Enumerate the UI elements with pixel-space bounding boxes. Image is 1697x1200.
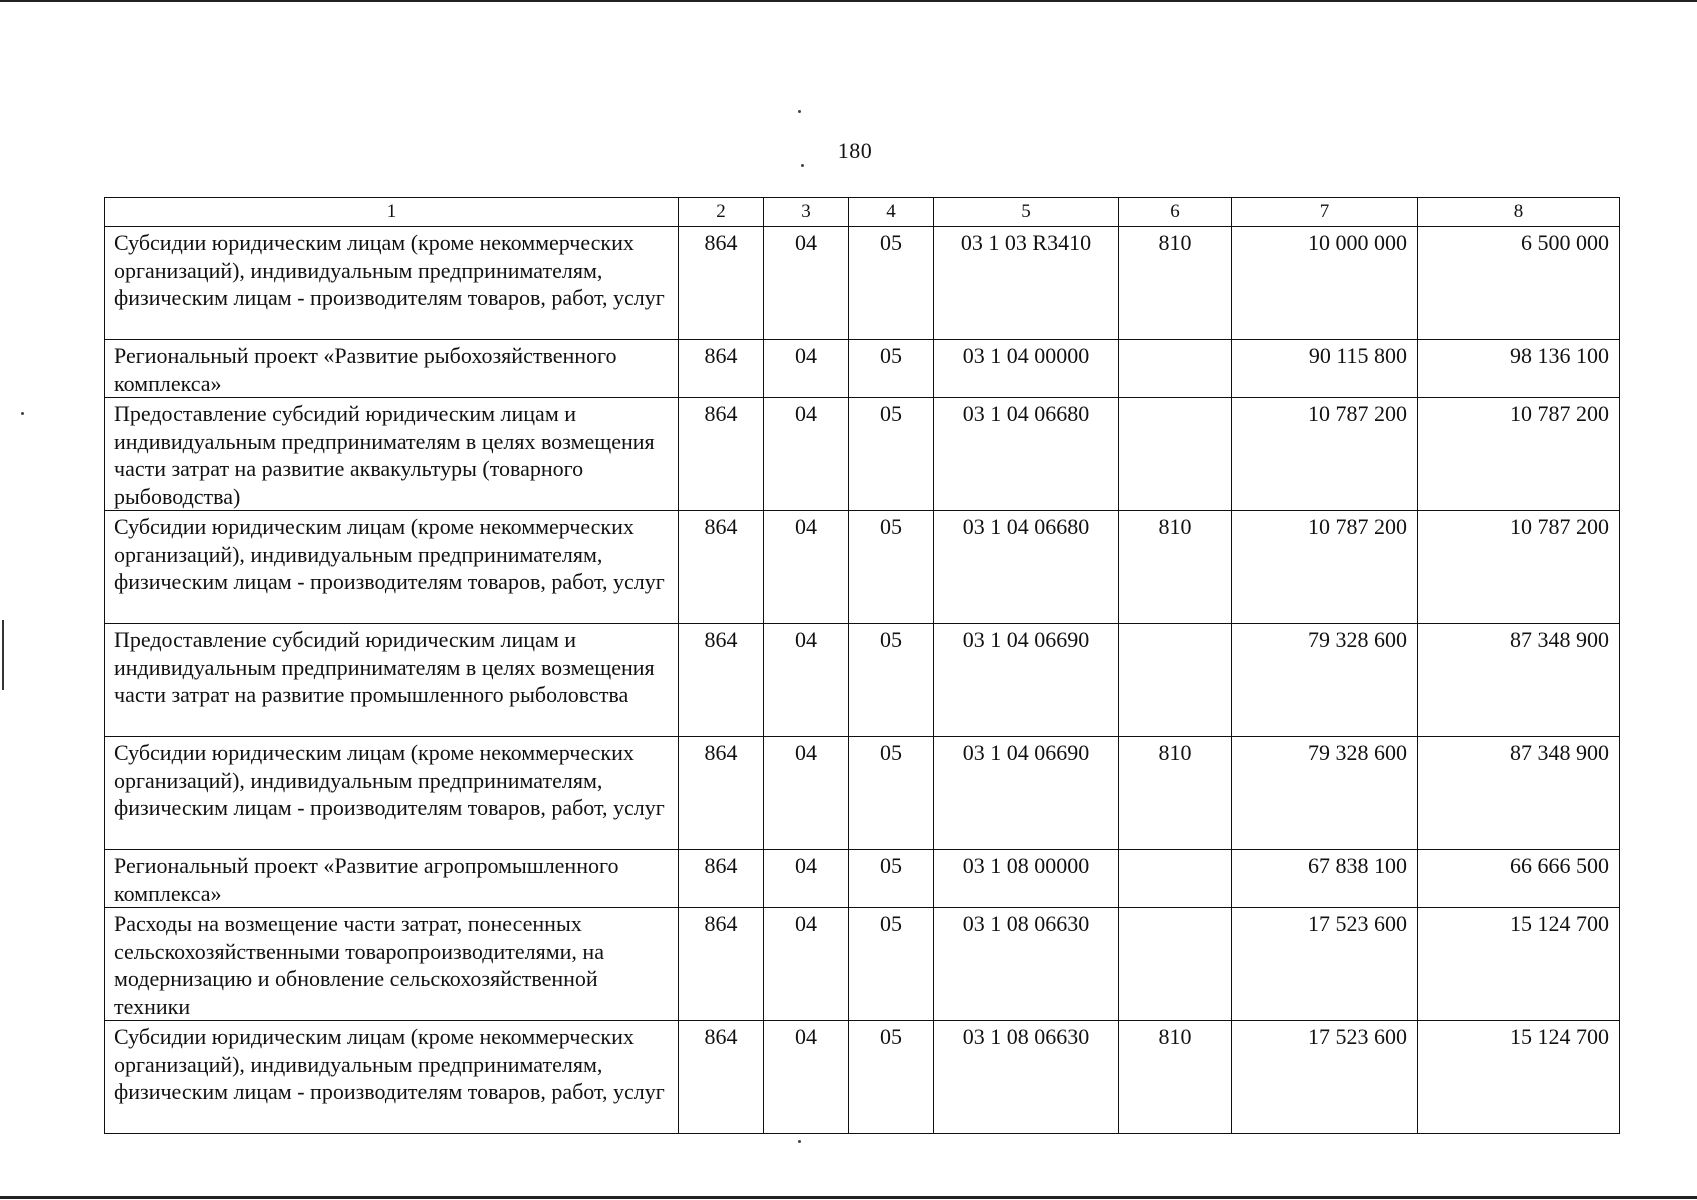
section-code-cell: 04 [764,737,849,850]
amount-col8-cell: 87 348 900 [1418,737,1620,850]
amount-col8-cell: 10 787 200 [1418,398,1620,511]
page-number: 180 [837,138,873,163]
column-header: 6 [1119,198,1232,227]
target-article-cell: 03 1 04 00000 [934,340,1119,398]
budget-table [104,197,1620,1134]
expense-type-cell: 810 [1119,1021,1232,1134]
subsection-code-cell: 05 [849,850,934,908]
column-header: 2 [679,198,764,227]
row-name-cell: Субсидии юридическим лицам (кроме некоммерческих организаций), индивидуальным предпринимателям, физическим лицам - производителям товаров, работ, услуг [105,1021,679,1134]
target-article-cell: 03 1 04 06690 [934,737,1119,850]
subsection-code-cell: 05 [849,398,934,511]
amount-col7-cell: 79 328 600 [1232,624,1418,737]
section-code-cell: 04 [764,511,849,624]
column-header: 7 [1232,198,1418,227]
target-article-cell: 03 1 08 06630 [934,908,1119,1021]
scan-margin-mark [2,620,4,690]
scan-border-top [0,0,1697,2]
section-code-cell: 04 [764,398,849,511]
expense-type-cell: 810 [1119,227,1232,340]
ministry-code-cell: 864 [679,227,764,340]
column-header: 4 [849,198,934,227]
table-row [105,511,1620,624]
row-name-cell: Субсидии юридическим лицам (кроме некоммерческих организаций), индивидуальным предпринимателям, физическим лицам - производителям товаров, работ, услуг [105,511,679,624]
target-article-cell: 03 1 04 06680 [934,511,1119,624]
expense-type-cell [1119,850,1232,908]
expense-type-cell [1119,908,1232,1021]
subsection-code-cell: 05 [849,624,934,737]
subsection-code-cell: 05 [849,1021,934,1134]
amount-col8-cell: 10 787 200 [1418,511,1620,624]
ministry-code-cell: 864 [679,624,764,737]
expense-type-cell [1119,624,1232,737]
section-code-cell: 04 [764,850,849,908]
target-article-cell: 03 1 04 06690 [934,624,1119,737]
scan-speck [798,110,801,113]
scan-speck [798,1140,801,1143]
subsection-code-cell: 05 [849,227,934,340]
amount-col7-cell: 90 115 800 [1232,340,1418,398]
amount-col7-cell: 79 328 600 [1232,737,1418,850]
expense-type-cell [1119,398,1232,511]
target-article-cell: 03 1 03 R3410 [934,227,1119,340]
target-article-cell: 03 1 08 06630 [934,1021,1119,1134]
column-header: 3 [764,198,849,227]
amount-col7-cell: 10 787 200 [1232,398,1418,511]
target-article-cell: 03 1 04 06680 [934,398,1119,511]
row-name-cell: Субсидии юридическим лицам (кроме некоммерческих организаций), индивидуальным предпринимателям, физическим лицам - производителям товаров, работ, услуг [105,227,679,340]
table-header-row [105,198,1620,227]
ministry-code-cell: 864 [679,850,764,908]
amount-col8-cell: 87 348 900 [1418,624,1620,737]
ministry-code-cell: 864 [679,1021,764,1134]
amount-col7-cell: 67 838 100 [1232,850,1418,908]
section-code-cell: 04 [764,908,849,1021]
table-row [105,737,1620,850]
amount-col8-cell: 66 666 500 [1418,850,1620,908]
row-name-cell: Предоставление субсидий юридическим лицам и индивидуальным предпринимателям в целях возмещения части затрат на развитие аквакультуры (товарного рыбоводства) [105,398,679,511]
scan-speck [21,412,24,415]
row-name-cell: Региональный проект «Развитие агропромышленного комплекса» [105,850,679,908]
amount-col8-cell: 98 136 100 [1418,340,1620,398]
expense-type-cell: 810 [1119,737,1232,850]
column-header: 8 [1418,198,1620,227]
subsection-code-cell: 05 [849,340,934,398]
table-row [105,908,1620,1021]
table-row [105,624,1620,737]
amount-col7-cell: 17 523 600 [1232,908,1418,1021]
ministry-code-cell: 864 [679,908,764,1021]
section-code-cell: 04 [764,1021,849,1134]
section-code-cell: 04 [764,340,849,398]
subsection-code-cell: 05 [849,511,934,624]
subsection-code-cell: 05 [849,908,934,1021]
table-row [105,1021,1620,1134]
table-row [105,227,1620,340]
expense-type-cell [1119,340,1232,398]
amount-col7-cell: 10 000 000 [1232,227,1418,340]
target-article-cell: 03 1 08 00000 [934,850,1119,908]
row-name-cell: Субсидии юридическим лицам (кроме некоммерческих организаций), индивидуальным предпринимателям, физическим лицам - производителям товаров, работ, услуг [105,737,679,850]
table-row [105,850,1620,908]
amount-col8-cell: 6 500 000 [1418,227,1620,340]
section-code-cell: 04 [764,624,849,737]
ministry-code-cell: 864 [679,398,764,511]
amount-col8-cell: 15 124 700 [1418,908,1620,1021]
row-name-cell: Региональный проект «Развитие рыбохозяйственного комплекса» [105,340,679,398]
amount-col7-cell: 10 787 200 [1232,511,1418,624]
scan-border-bottom [0,1196,1697,1199]
amount-col7-cell: 17 523 600 [1232,1021,1418,1134]
column-header: 1 [105,198,679,227]
row-name-cell: Предоставление субсидий юридическим лицам и индивидуальным предпринимателям в целях возмещения части затрат на развитие промышленного рыболовства [105,624,679,737]
ministry-code-cell: 864 [679,340,764,398]
table-row [105,398,1620,511]
ministry-code-cell: 864 [679,737,764,850]
ministry-code-cell: 864 [679,511,764,624]
scan-speck [801,164,804,167]
subsection-code-cell: 05 [849,737,934,850]
expense-type-cell: 810 [1119,511,1232,624]
table-row [105,340,1620,398]
column-header: 5 [934,198,1119,227]
section-code-cell: 04 [764,227,849,340]
amount-col8-cell: 15 124 700 [1418,1021,1620,1134]
row-name-cell: Расходы на возмещение части затрат, понесенных сельскохозяйственными товаропроизводителями, на модернизацию и обновление сельскохозяйственной техники [105,908,679,1021]
